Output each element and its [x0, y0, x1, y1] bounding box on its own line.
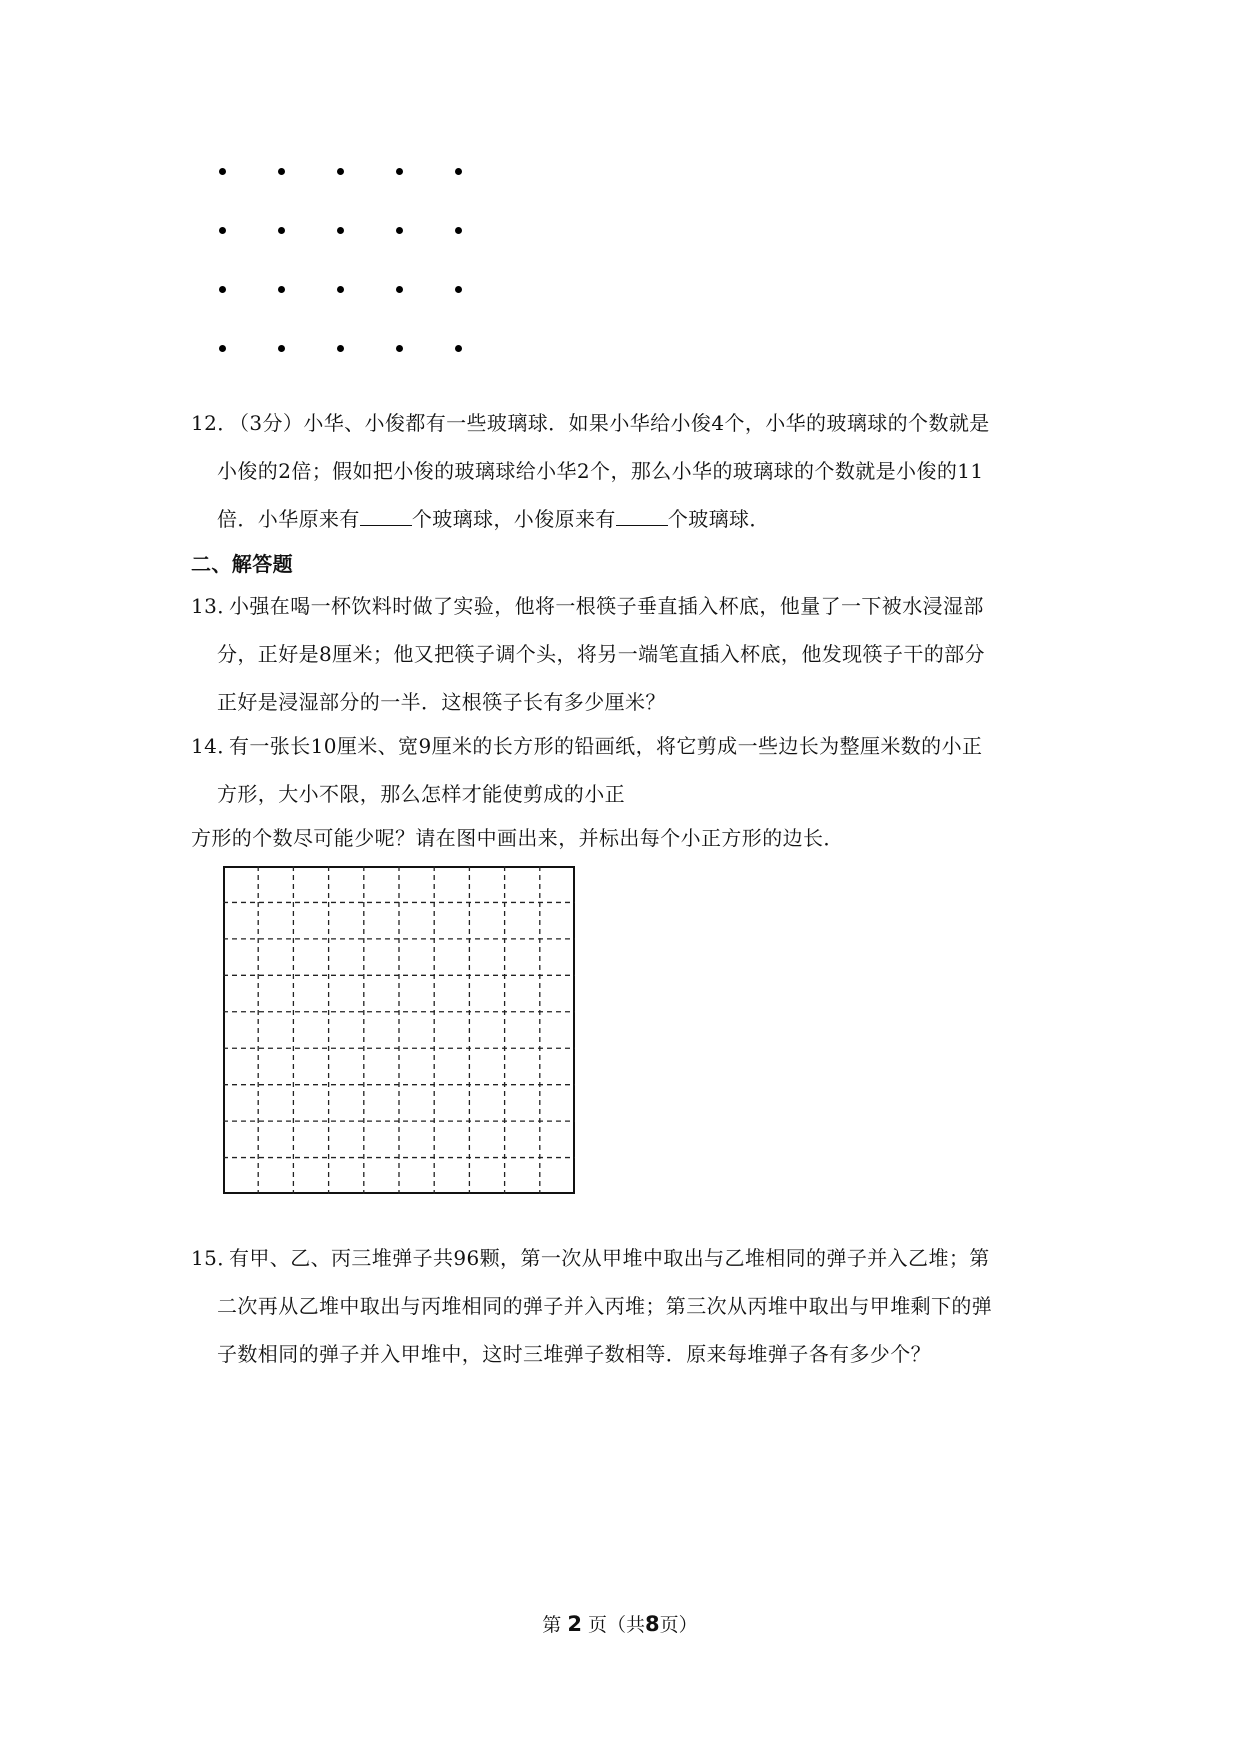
question-14-line-1: [191, 734, 982, 758]
lattice-dot: [396, 227, 403, 234]
lattice-dot: [396, 345, 403, 352]
question-12-text-3b: 个玻璃球，小俊原来有: [411, 507, 616, 531]
question-13-line-1: [191, 594, 984, 618]
lattice-dot: [396, 168, 403, 175]
lattice-dot: [396, 286, 403, 293]
question-15-line-2: 二次再从乙堆中取出与丙堆相同的弹子并入丙堆；第三次从丙堆中取出与甲堆剩下的弹: [217, 1294, 993, 1318]
lattice-dot: [337, 227, 344, 234]
answer-blank-xiaojun[interactable]: [616, 507, 668, 526]
question-12-text-3c: 个玻璃球．: [667, 507, 770, 531]
lattice-dot: [337, 286, 344, 293]
lattice-dot: [278, 227, 285, 234]
lattice-dot: [219, 227, 226, 234]
lattice-dot: [278, 286, 285, 293]
question-13-line-2: 分，正好是8厘米；他又把筷子调个头，将另一端笔直插入杯底，他发现筷子干的部分: [217, 642, 985, 666]
question-13-line-3: 正好是浸湿部分的一半．这根筷子长有多少厘米？: [217, 690, 666, 714]
lattice-dot: [455, 227, 462, 234]
question-14-line-3: 方形的个数尽可能少呢？请在图中画出来，并标出每个小正方形的边长．: [191, 826, 844, 850]
question-15-line-1: [191, 1246, 990, 1270]
answer-blank-xiaohua[interactable]: [360, 507, 412, 526]
question-12-text-1: （3分）小华、小俊都有一些玻璃球．如果小华给小俊4个，小华的玻璃球的个数就是: [229, 411, 990, 435]
question-12-line-3: [217, 507, 770, 531]
question-12-text-3a: 倍．小华原来有: [217, 507, 360, 531]
lattice-dot: [278, 345, 285, 352]
lattice-dot: [278, 168, 285, 175]
question-15-line-3: 子数相同的弹子并入甲堆中，这时三堆弹子数相等．原来每堆弹子各有多少个？: [217, 1342, 931, 1366]
lattice-dot: [219, 286, 226, 293]
lattice-dot: [455, 286, 462, 293]
lattice-dot: [455, 345, 462, 352]
footer-pre: 第: [542, 1614, 562, 1636]
lattice-dot: [455, 168, 462, 175]
footer-total-pages: 8: [645, 1612, 660, 1636]
section-heading: 二、解答题: [191, 552, 293, 576]
page-footer: [0, 1610, 1240, 1637]
question-15-number: 15．: [191, 1246, 238, 1270]
footer-post: 页）: [659, 1614, 698, 1636]
lattice-dot: [219, 168, 226, 175]
footer-mid: 页（共: [588, 1614, 646, 1636]
question-12-line-1: [191, 411, 990, 435]
question-12-number: 12．: [191, 411, 238, 435]
question-12-line-2: 小俊的2倍；假如把小俊的玻璃球给小华2个，那么小华的玻璃球的个数就是小俊的11: [217, 459, 984, 483]
question-13-text-1: 小强在喝一杯饮料时做了实验，他将一根筷子垂直插入杯底，他量了一下被水浸湿部: [229, 594, 984, 618]
question-14-number: 14．: [191, 734, 238, 758]
lattice-dot: [337, 345, 344, 352]
question-15-text-1: 有甲、乙、丙三堆弹子共96颗，第一次从甲堆中取出与乙堆相同的弹子并入乙堆；第: [229, 1246, 990, 1270]
question-14-text-1: 有一张长10厘米、宽9厘米的长方形的铅画纸，将它剪成一些边长为整厘米数的小正: [229, 734, 983, 758]
lattice-dot: [219, 345, 226, 352]
grid-paper[interactable]: [223, 866, 575, 1194]
question-13-number: 13．: [191, 594, 238, 618]
question-14-line-2: 方形，大小不限，那么怎样才能使剪成的小正: [217, 782, 625, 806]
footer-page-number: 2: [567, 1612, 582, 1636]
lattice-dot: [337, 168, 344, 175]
